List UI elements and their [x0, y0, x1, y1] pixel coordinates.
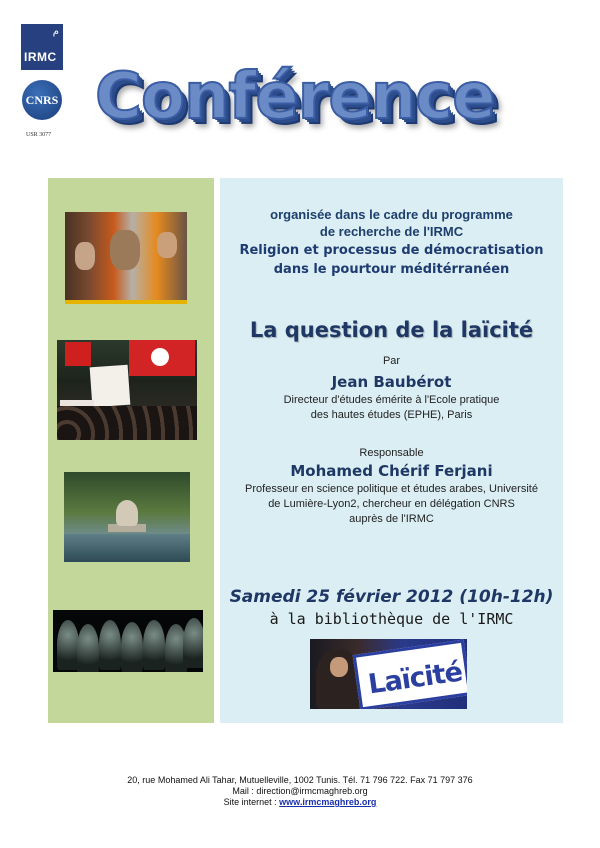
banner-text: Laïcité: [366, 656, 464, 701]
conference-subtitle: La question de la laïcité: [249, 318, 534, 342]
program-intro-line2: de recherche de l'IRMC: [319, 224, 464, 239]
cnrs-logo: CNRS: [22, 80, 62, 120]
footer-mail: [0, 786, 600, 796]
religious-leaders-photo: [65, 212, 187, 304]
responsible-label: Responsable: [359, 447, 424, 459]
responsible-desc-line3: auprès de l'IRMC: [349, 513, 434, 525]
event-date: Samedi 25 février 2012 (10h-12h): [229, 587, 554, 607]
responsible-name: Mohamed Chérif Ferjani: [290, 462, 493, 480]
usr-label: USR 3077: [26, 132, 52, 138]
event-venue: à la bibliothèque de l'IRMC: [269, 610, 514, 628]
irmc-logo-arabic: م: [52, 26, 59, 37]
by-label: Par: [382, 355, 401, 367]
program-name-line1: Religion et processus de démocratisation: [239, 243, 544, 258]
program-intro-line1: organisée dans le cadre du programme: [270, 207, 513, 222]
responsible-desc-line2: de Lumière-Lyon2, chercheur en délégation CNRS: [268, 498, 515, 510]
irmc-logo-text: IRMC: [24, 50, 57, 64]
irmc-logo: [21, 24, 63, 70]
laicite-banner-photo: [310, 639, 467, 709]
page-title: Conférence: [95, 60, 495, 134]
speaker-desc-line1: Directeur d'études émérite à l'Ecole pratique: [283, 394, 500, 406]
speaker-desc-line2: des hautes études (EPHE), Paris: [310, 409, 473, 421]
program-name-line2: dans le pourtour méditérranéen: [273, 262, 510, 277]
mail-address[interactable]: direction@irmcmaghreb.org: [256, 786, 368, 796]
mail-label: Mail :: [232, 786, 257, 796]
site-link[interactable]: www.irmcmaghreb.org: [279, 797, 377, 807]
buddha-statue-photo: [64, 472, 190, 562]
speaker-name: Jean Baubérot: [331, 373, 452, 391]
footer-address: 20, rue Mohamed Ali Tahar, Mutuelleville, 1002 Tunis. Tél. 71 796 722. Fax 71 797 376: [127, 775, 473, 785]
protest-crowd-photo: [57, 340, 197, 440]
footer-site: [0, 797, 600, 807]
site-label: Site internet :: [223, 797, 280, 807]
silhouettes-photo: [53, 610, 203, 672]
responsible-desc-line1: Professeur en science politique et études arabes, Université: [245, 483, 538, 495]
